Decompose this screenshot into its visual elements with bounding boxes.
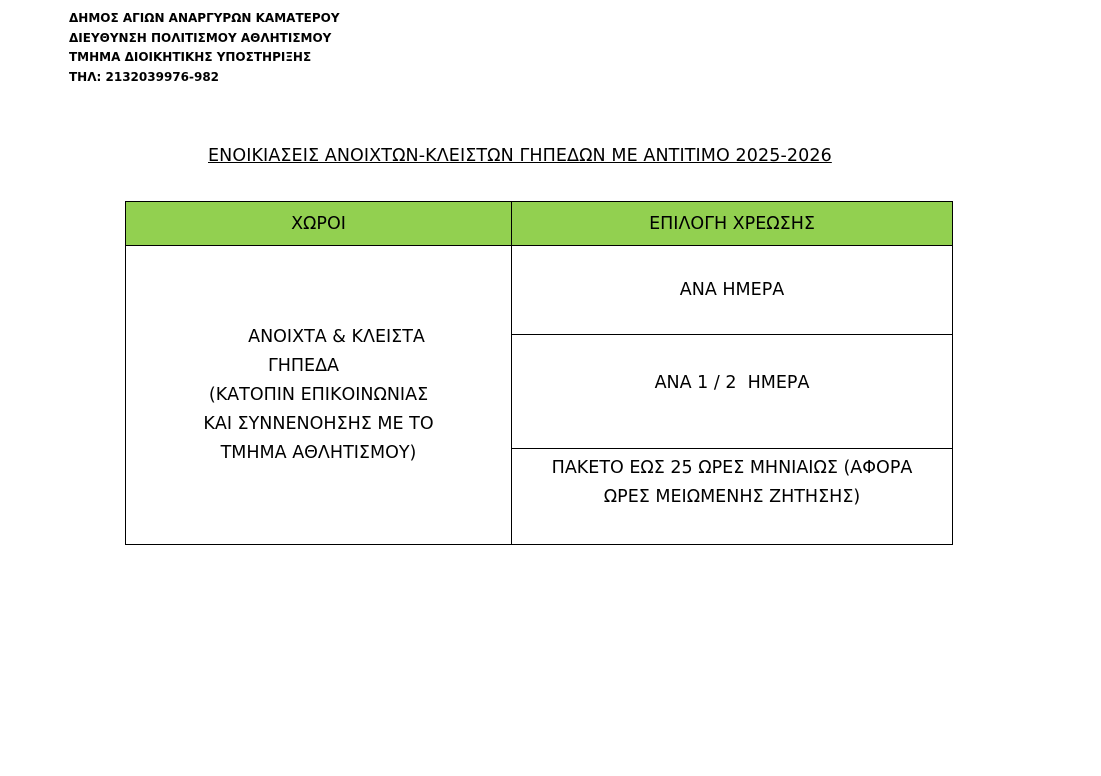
venue-line: ΤΜΗΜΑ ΑΘΛΗΤΙΣΜΟΥ) bbox=[220, 442, 417, 463]
department-name: ΤΜΗΜΑ ΔΙΟΙΚΗΤΙΚΗΣ ΥΠΟΣΤΗΡΙΞΗΣ bbox=[69, 50, 312, 64]
document-title: ΕΝΟΙΚΙΑΣΕΙΣ ΑΝΟΙΧΤΩΝ-ΚΛΕΙΣΤΩΝ ΓΗΠΕΔΩΝ ΜΕ ΑΝΤΙΤΙΜΟ 2025-2026 bbox=[208, 146, 832, 166]
rental-fees-table bbox=[125, 201, 953, 545]
usage-option-cell bbox=[512, 335, 953, 449]
usage-option-line: ΠΑΚΕΤΟ ΕΩΣ 25 ΩΡΕΣ ΜΗΝΙΑΙΩΣ (ΑΦΟΡΑ bbox=[551, 457, 913, 478]
usage-option-cell bbox=[512, 449, 953, 545]
venue-line: ΑΝΟΙΧΤΑ & ΚΛΕΙΣΤΑ bbox=[248, 326, 425, 347]
venue-line: (ΚΑΤΟΠΙΝ ΕΠΙΚΟΙΝΩΝΙΑΣ bbox=[208, 384, 429, 405]
venue-description bbox=[126, 323, 511, 468]
municipality-name: ΔΗΜΟΣ ΑΓΙΩΝ ΑΝΑΡΓΥΡΩΝ ΚΑΜΑΤΕΡΟΥ bbox=[69, 11, 340, 25]
venue-line: ΚΑΙ ΣΥΝΝΕΝΟΗΣΗΣ ΜΕ ΤΟ bbox=[203, 413, 434, 434]
usage-option-line: ΑΝΑ ΗΜΕΡΑ bbox=[679, 279, 785, 300]
directorate-name: ΔΙΕΥΘΥΝΣΗ ΠΟΛΙΤΙΣΜΟΥ ΑΘΛΗΤΙΣΜΟΥ bbox=[69, 30, 332, 45]
usage-option-line: ΩΡΕΣ ΜΕΙΩΜΕΝΗΣ ΖΗΤΗΣΗΣ) bbox=[603, 486, 861, 507]
phone-number: ΤΗΛ: 2132039976-982 bbox=[69, 69, 220, 84]
column-header-usage-option: ΕΠΙΛΟΓΗ ΧΡΕΩΣΗΣ bbox=[512, 202, 953, 246]
usage-option-line: ΑΝΑ 1 / 2 ΗΜΕΡΑ bbox=[654, 373, 810, 393]
venue-cell bbox=[126, 246, 512, 545]
venue-line: ΓΗΠΕΔΑ bbox=[267, 355, 340, 376]
usage-option-cell bbox=[512, 246, 953, 335]
organization-header bbox=[69, 9, 340, 87]
column-header-venues: ΧΩΡΟΙ bbox=[126, 202, 512, 246]
